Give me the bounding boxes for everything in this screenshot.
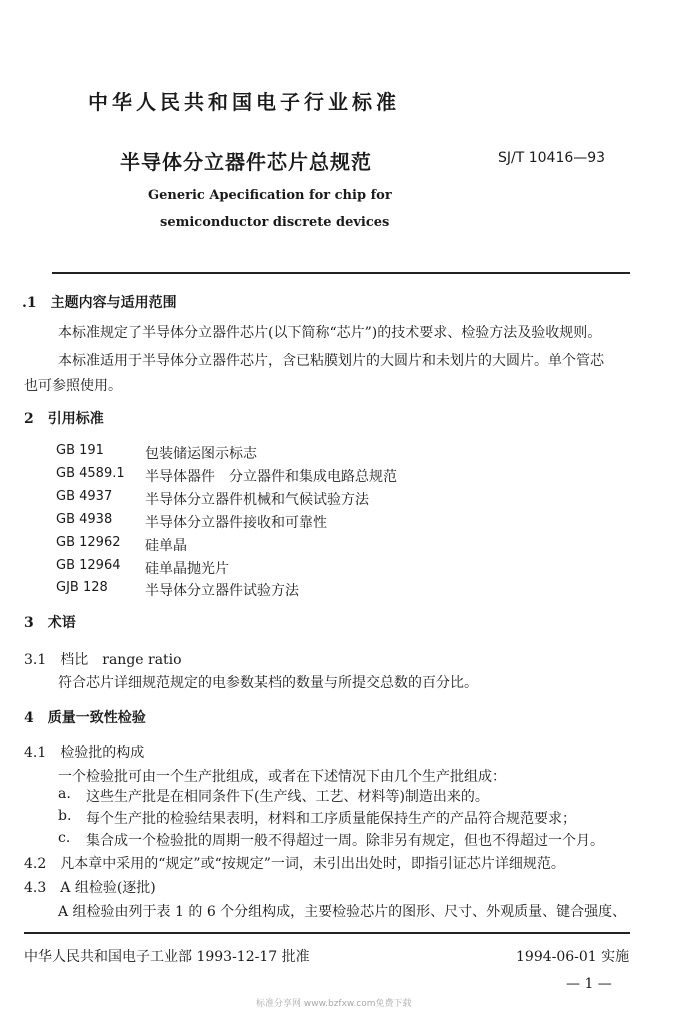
- english-title-line1: Generic Apecification for chip for: [148, 188, 392, 203]
- clause-4-1-paragraph: 一个检验批可由一个生产批组成，或者在下述情况下由几个生产批组成：: [58, 769, 506, 785]
- section-1-heading: .1 主题内容与适用范围: [22, 295, 177, 311]
- list-item-label: a.: [58, 786, 71, 802]
- section-1-paragraph-2: 本标准适用于半导体分立器件芯片，含已粘膜划片的大圆片和未划片的大圆片。单个管芯: [58, 353, 604, 369]
- list-item-text: 这些生产批是在相同条件下(生产线、工艺、材料等)制造出来的。: [86, 789, 489, 805]
- reference-title: 硅单晶: [145, 538, 187, 554]
- clause-4-3-paragraph: A 组检验由列于表 1 的 6 个分组构成，主要检验芯片的图形、尺寸、外观质量、键合强度、: [58, 904, 627, 920]
- reference-code: GB 191: [56, 443, 104, 458]
- reference-code: GB 12962: [56, 535, 121, 550]
- page-number: — 1 —: [566, 976, 612, 992]
- list-item-label: b.: [58, 808, 72, 824]
- reference-title: 半导体分立器件试验方法: [145, 583, 299, 599]
- term-3-1: 3.1 档比 range ratio: [24, 652, 182, 668]
- header-divider: [52, 272, 630, 274]
- reference-title: 半导体分立器件机械和气候试验方法: [145, 492, 369, 508]
- clause-4-1: 4.1 检验批的构成: [24, 745, 145, 761]
- clause-4-2: 4.2 凡本章中采用的“规定”或“按规定”一词，未引出出处时，即指引证芯片详细规范。: [24, 856, 565, 872]
- section-3-heading: 3 术语: [24, 615, 76, 631]
- list-item-text: 每个生产批的检验结果表明，材料和工序质量能保持生产的产品符合规范要求；: [86, 811, 576, 827]
- term-3-1-definition: 符合芯片详细规范规定的电参数某档的数量与所提交总数的百分比。: [58, 675, 478, 691]
- section-4-heading: 4 质量一致性检验: [24, 710, 146, 726]
- approval-note: 中华人民共和国电子工业部 1993-12-17 批准: [24, 949, 310, 965]
- reference-title: 包装储运图示标志: [145, 446, 257, 462]
- reference-code: GB 4589.1: [56, 466, 125, 481]
- reference-code: GB 4938: [56, 512, 113, 527]
- list-item-text: 集合成一个检验批的周期一般不得超过一周。除非另有规定，但也不得超过一个月。: [86, 833, 604, 849]
- reference-title: 半导体分立器件接收和可靠性: [145, 515, 327, 531]
- standard-number: SJ/T 10416—93: [498, 150, 606, 166]
- reference-code: GJB 128: [56, 580, 108, 595]
- reference-code: GB 12964: [56, 558, 121, 573]
- english-title-line2: semiconductor discrete devices: [160, 215, 390, 230]
- reference-title: 硅单晶抛光片: [145, 561, 229, 577]
- footer-divider: [24, 932, 630, 934]
- section-1-paragraph-2-cont: 也可参照使用。: [24, 378, 122, 394]
- reference-title: 半导体器件 分立器件和集成电路总规范: [145, 469, 397, 485]
- clause-4-3: 4.3 A 组检验(逐批): [24, 880, 156, 896]
- reference-code: GB 4937: [56, 489, 113, 504]
- issuing-agency: 中华人民共和国电子行业标准: [88, 90, 400, 114]
- section-2-heading: 2 引用标准: [24, 411, 104, 427]
- effective-date: 1994-06-01 实施: [516, 949, 630, 965]
- section-1-paragraph-1: 本标准规定了半导体分立器件芯片(以下简称“芯片”)的技术要求、检验方法及验收规则。: [58, 325, 602, 341]
- document-title: 半导体分立器件芯片总规范: [120, 150, 372, 174]
- list-item-label: c.: [58, 830, 71, 846]
- watermark-text: 标准分享网 www.bzfxw.com免费下载: [256, 999, 412, 1009]
